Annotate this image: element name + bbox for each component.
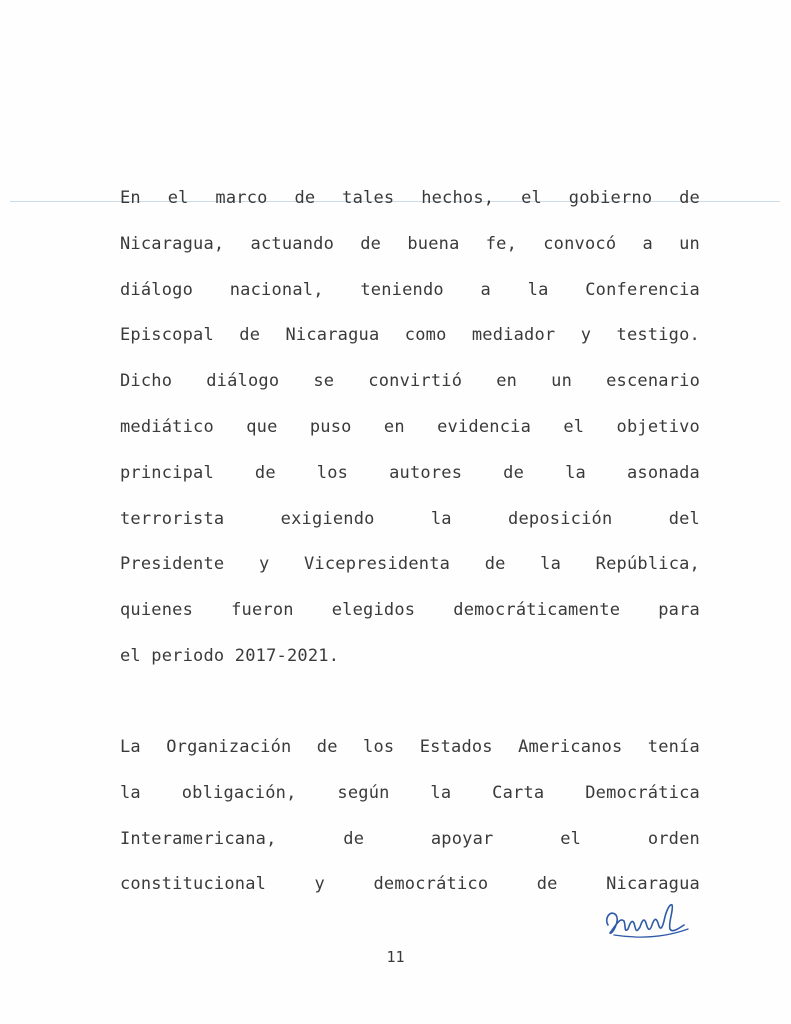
paragraph-line: la obligación, según la Carta Democrática <box>120 782 700 803</box>
paragraph-line: En el marco de tales hechos, el gobierno de <box>120 188 700 208</box>
paragraph-line: diálogo nacional, teniendo a la Conferencia <box>120 279 700 300</box>
page-number: 11 <box>386 948 405 966</box>
paragraph-line: Interamericana, de apoyar el orden <box>120 828 700 849</box>
paragraph-line: constitucional y democrático de Nicaragua <box>120 874 700 895</box>
paragraph-line: Nicaragua, actuando de buena fe, convocó a un <box>120 233 700 254</box>
paragraph-line: Dicho diálogo se convirtió en un escenario <box>120 371 700 392</box>
handwritten-signature-icon <box>600 895 695 945</box>
paragraph-line: La Organización de los Estados Americanos tenía <box>120 737 700 757</box>
paragraph-line: mediático que puso en evidencia el objetivo <box>120 416 700 437</box>
paragraph-line: Episcopal de Nicaragua como mediador y testigo. <box>120 325 700 346</box>
paragraph-oea-obligacion <box>120 732 700 915</box>
paragraph-line: terrorista exigiendo la deposición del <box>120 508 700 529</box>
paragraph-line: el periodo 2017-2021. <box>120 645 340 666</box>
paragraph-dialogo-nacional <box>120 183 700 687</box>
paragraph-line: quienes fueron elegidos democráticamente para <box>120 600 700 621</box>
paragraph-line: principal de los autores de la asonada <box>120 462 700 483</box>
paragraph-line: Presidente y Vicepresidenta de la República, <box>120 554 700 575</box>
